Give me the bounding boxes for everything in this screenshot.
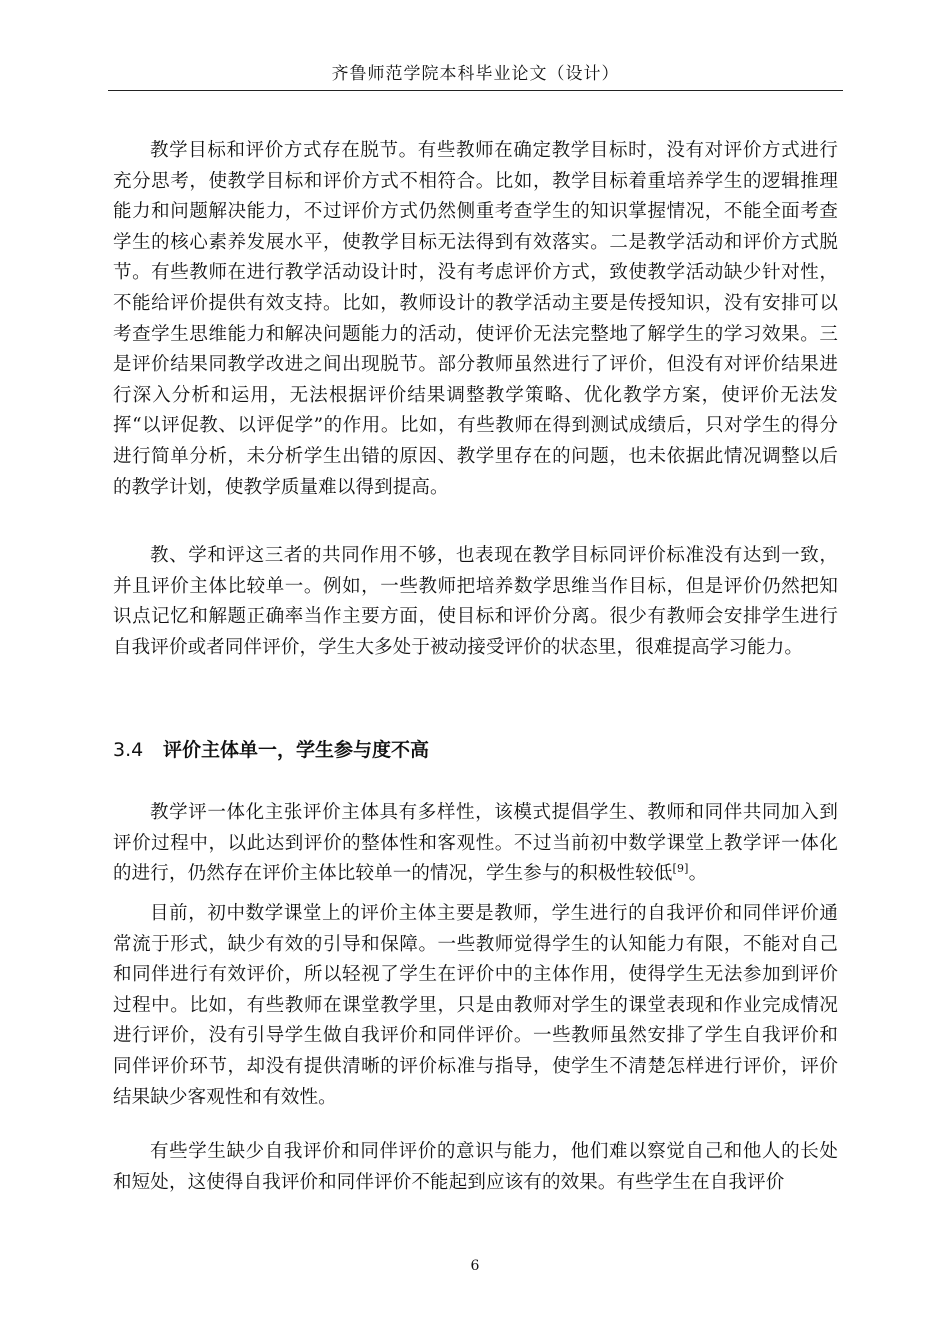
body-paragraph: 教、学和评这三者的共同作用不够，也表现在教学目标同评价标准没有达到一致，并且评价主体比较单一。例如，一些教师把培养数学思维当作目标，但是评价仍然把知识点记忆和解题正确率当作主要方面，使目标和评价分离。很少有教师会安排学生进行自我评价或者同伴评价，学生大多处于被动接受评价的状态里，很难提高学习能力。 bbox=[113, 545, 838, 658]
section-heading bbox=[113, 734, 429, 766]
page-number: 6 bbox=[470, 1258, 480, 1274]
body-paragraph: 教学目标和评价方式存在脱节。有些教师在确定教学目标时，没有对评价方式进行充分思考，使教学目标和评价方式不相符合。比如，教学目标着重培养学生的逻辑推理能力和问题解决能力，不过评价方式仍然侧重考查学生的知识掌握情况，不能全面考查学生的核心素养发展水平，使教学目标无法得到有效落实。二是教学活动和评价方式脱节。有些教师在进行教学活动设计时，没有考虑评价方式，致使教学活动缺少针对性，不能给评价提供有效支持。比如，教师设计的教学活动主要是传授知识，没有安排可以考查学生思维能力和解决问题能力的活动，使评价无法完整地了解学生的学习效果。三是评价结果同教学改进之间出现脱节。部分教师虽然进行了评价，但没有对评价结果进行深入分析和运用，无法根据评价结果调整教学策略、优化教学方案，使评价无法发挥“以评促教、以评促学”的作用。比如，有些教师在得到测试成绩后，只对学生的得分进行简单分析，未分析学生出错的原因、教学里存在的问题，也未依据此情况调整以后的教学计划，使教学质量难以得到提高。 bbox=[113, 140, 838, 498]
body-paragraph: 有些学生缺少自我评价和同伴评价的意识与能力，他们难以察觉自己和他人的长处和短处，这使得自我评价和同伴评价不能起到应该有的效果。有些学生在自我评价 bbox=[113, 1141, 838, 1193]
paragraph-end: 。 bbox=[688, 863, 708, 885]
section-number: 3.4 bbox=[113, 739, 144, 761]
paragraph-text: 教学评一体化主张评价主体具有多样性，该模式提倡学生、教师和同伴共同加入到评价过程中，以此达到评价的整体性和客观性。不过当前初中数学课堂上教学评一体化的进行，仍然存在评价主体比较单一的情况，学生参与的积极性较低 bbox=[113, 802, 838, 885]
section-title: 评价主体单一，学生参与度不高 bbox=[163, 739, 430, 761]
citation-marker: [9] bbox=[672, 862, 689, 876]
page-header bbox=[108, 62, 843, 91]
body-paragraph bbox=[113, 798, 838, 890]
header-title: 齐鲁师范学院本科毕业论文（设计） bbox=[331, 64, 620, 84]
body-paragraph: 目前，初中数学课堂上的评价主体主要是教师，学生进行的自我评价和同伴评价通常流于形式，缺少有效的引导和保障。一些教师觉得学生的认知能力有限，不能对自己和同伴进行有效评价，所以轻视了学生在评价中的主体作用，使得学生无法参加到评价过程中。比如，有些教师在课堂教学里，只是由教师对学生的课堂表现和作业完成情况进行评价，没有引导学生做自我评价和同伴评价。一些教师虽然安排了学生自我评价和同伴评价环节，却没有提供清晰的评价标准与指导，使学生不清楚怎样进行评价，评价结果缺少客观性和有效性。 bbox=[113, 903, 838, 1108]
